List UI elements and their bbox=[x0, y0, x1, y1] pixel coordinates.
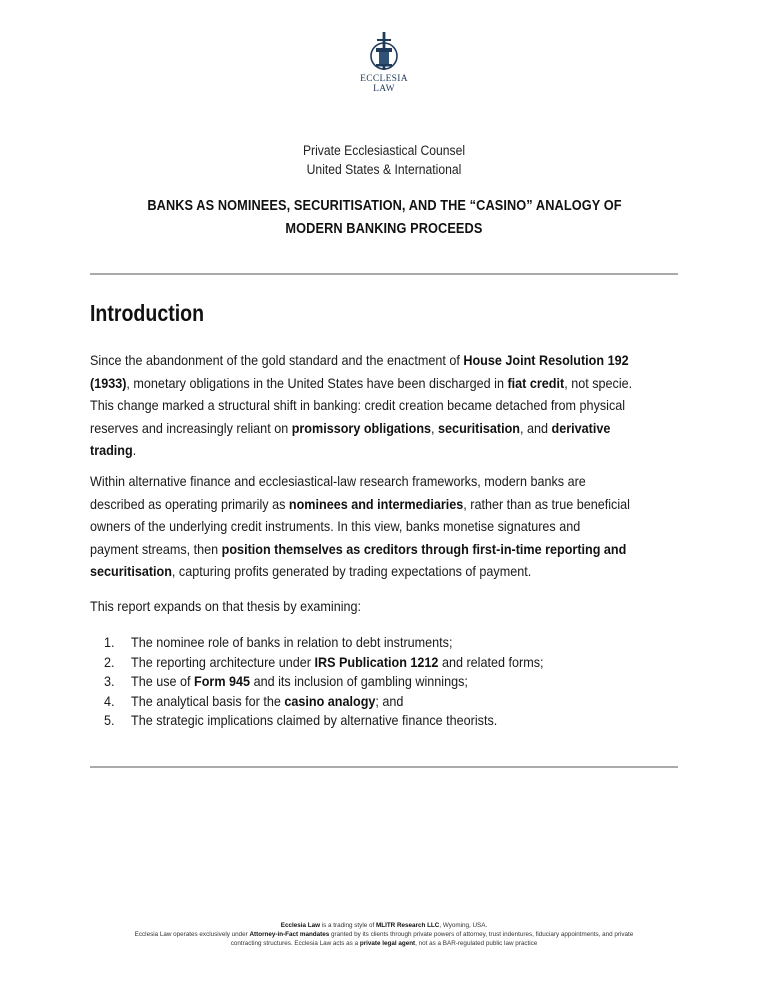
footer-disclaimer bbox=[60, 921, 708, 948]
bold-term: trading bbox=[90, 442, 133, 458]
bold-term: position themselves as creditors through first-in-time reporting and bbox=[221, 540, 627, 557]
list-item: 3. The use of Form 945 and its inclusion of gambling winnings; bbox=[104, 673, 468, 689]
bold-term: nominees and intermediaries bbox=[288, 495, 464, 512]
paragraph-intro: Since the abandonment of the gold standard and the enactment of House Joint Resolution 192 (1933), monetary obligations in the United States have been discharged in fiat credit, not specie. This change marked a structural shift in banking: credit creation became detached from physical reserves and increasingly reliant on promissory obligations, securitisation, and derivative trading. bbox=[90, 352, 633, 458]
list-item: 1. The nominee role of banks in relation to debt instruments; bbox=[104, 634, 453, 650]
paragraph-nominees: Within alternative finance and ecclesiastical-law research frameworks, modern banks are described as operating primarily as nominees and intermediaries, rather than as true beneficial owners of the underlying credit instruments. In this view, banks monetise signatures and payment streams, then position themselves as creditors through first-in-time reporting and securitisation, capturing profits generated by trading expectations of payment. bbox=[90, 473, 630, 579]
divider-bottom bbox=[90, 766, 678, 768]
numbered-list bbox=[104, 633, 592, 731]
bold-term: House Joint Resolution 192 bbox=[463, 352, 629, 368]
document-title bbox=[90, 195, 678, 241]
list-item: 4. The analytical basis for the casino analogy; and bbox=[104, 692, 404, 709]
bold-term: securitisation bbox=[90, 563, 172, 579]
org-name: Private Ecclesiastical Counsel bbox=[302, 143, 466, 158]
ecclesia-law-logo bbox=[354, 30, 414, 110]
footer-line-3: contracting structures. Ecclesia Law acts as a private legal agent, not as a BAR-regulated public law practice bbox=[230, 940, 538, 947]
list-item: 5. The strategic implications claimed by alternative finance theorists. bbox=[104, 712, 498, 728]
bold-term: promissory obligations bbox=[291, 419, 432, 436]
divider-top bbox=[90, 273, 678, 275]
title-line-2: MODERN BANKING PROCEEDS bbox=[285, 221, 483, 237]
org-region: United States & International bbox=[306, 162, 462, 177]
logo-wordmark-line1: ECCLESIA bbox=[360, 74, 408, 84]
footer-line-2: Ecclesia Law operates exclusively under Attorney-in-Fact mandates granted by its clients through private powers of attorney, trust indentures, fiduciary appointments, and private bbox=[134, 931, 634, 938]
bold-term: (1933) bbox=[90, 374, 127, 391]
list-item: 2. The reporting architecture under IRS Publication 1212 and related forms; bbox=[104, 653, 544, 670]
logo-wordmark-line2: LAW bbox=[373, 84, 395, 94]
bold-term: derivative bbox=[551, 419, 611, 436]
footer-line-1: Ecclesia Law is a trading style of MLITR Research LLC, Wyoming, USA. bbox=[280, 922, 488, 929]
paragraph-scope: This report expands on that thesis by examining: bbox=[90, 598, 362, 614]
bold-term: fiat credit bbox=[507, 374, 565, 391]
title-line-1: BANKS AS NOMINEES, SECURITISATION, AND THE “CASINO” ANALOGY OF bbox=[146, 198, 622, 214]
pillar-emblem-icon bbox=[367, 30, 401, 74]
section-heading: Introduction bbox=[90, 300, 205, 326]
bold-term: securitisation bbox=[438, 419, 520, 436]
